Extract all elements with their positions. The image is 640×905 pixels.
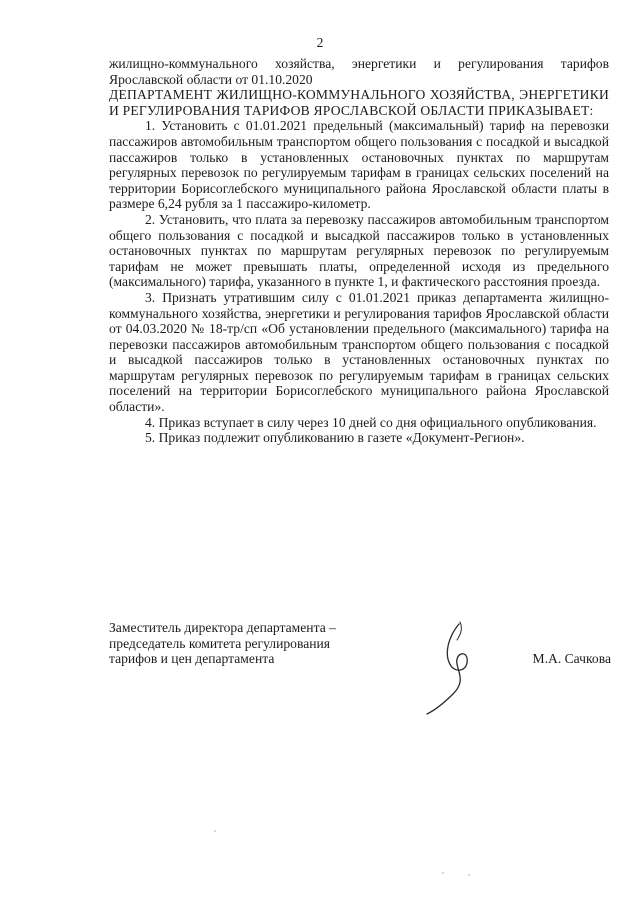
order-item-3: 3. Признать утратившим силу с 01.01.2021 приказ департамента жилищно-коммунального хозяйства, энергетики и регулирования тарифов Ярославской области от 04.03.2020 № 18-тр/сп «Об установлении предельного (максимального) тарифа на перевозки пассажиров автомобильным транспортом общего пользования с посадкой и высадкой пассажиров только в установленных остановочных пунктах по маршрутам регулярных перевозок по регулируемым тарифам в границах сельских поселений на территории Борисоглебского муниципального района Ярославской области». [109,289,609,415]
order-heading: ДЕПАРТАМЕНТ ЖИЛИЩНО-КОММУНАЛЬНОГО ХОЗЯЙСТВА, ЭНЕРГЕТИКИ И РЕГУЛИРОВАНИЯ ТАРИФОВ ЯРОСЛАВСКОЙ ОБЛАСТИ ПРИКАЗЫВАЕТ: [109,87,609,118]
order-item-4: 4. Приказ вступает в силу через 10 дней со дня официального опубликования. [145,414,597,430]
scan-speck [468,874,470,876]
signer-title-line: тарифов и цен департамента [109,651,275,667]
scan-speck [214,830,216,832]
signer-title-line: Заместитель директора департамента – [109,620,336,635]
handwritten-signature [419,610,509,720]
order-item-1: 1. Установить с 01.01.2021 предельный (максимальный) тариф на перевозки пассажиров автомобильным транспортом общего пользования с посадкой и высадкой пассажиров только в установленных остановочных пунктах по маршрутам регулярных перевозок по регулируемым тарифам в границах сельских поселений на территории Борисоглебского муниципального района Ярославской области платы в размере 6,24 рубля за 1 пассажиро-километр. [109,118,609,212]
continuation-paragraph: жилищно-коммунального хозяйства, энергетики и регулирования тарифов Ярославской области от 01.10.2020 [109,56,609,87]
order-item-5: 5. Приказ подлежит опубликованию в газете «Документ-Регион». [145,430,525,446]
signature-block [109,620,619,667]
page-number: 2 [316,35,324,50]
signer-title-line: председатель комитета регулирования [109,635,331,651]
scan-speck [442,872,444,874]
signer-name: М.А. Сачкова [532,651,611,666]
document-body [109,56,609,446]
order-item-2: 2. Установить, что плата за перевозку пассажиров автомобильным транспортом общего пользования с посадкой и высадкой пассажиров только в установленных остановочных пунктах по маршрутам регулярных перевозок по регулируемым тарифам не может превышать платы, определенной исходя из предельного (максимального) тарифа, указанного в пункте 1, и фактического расстояния проезда. [109,211,609,290]
